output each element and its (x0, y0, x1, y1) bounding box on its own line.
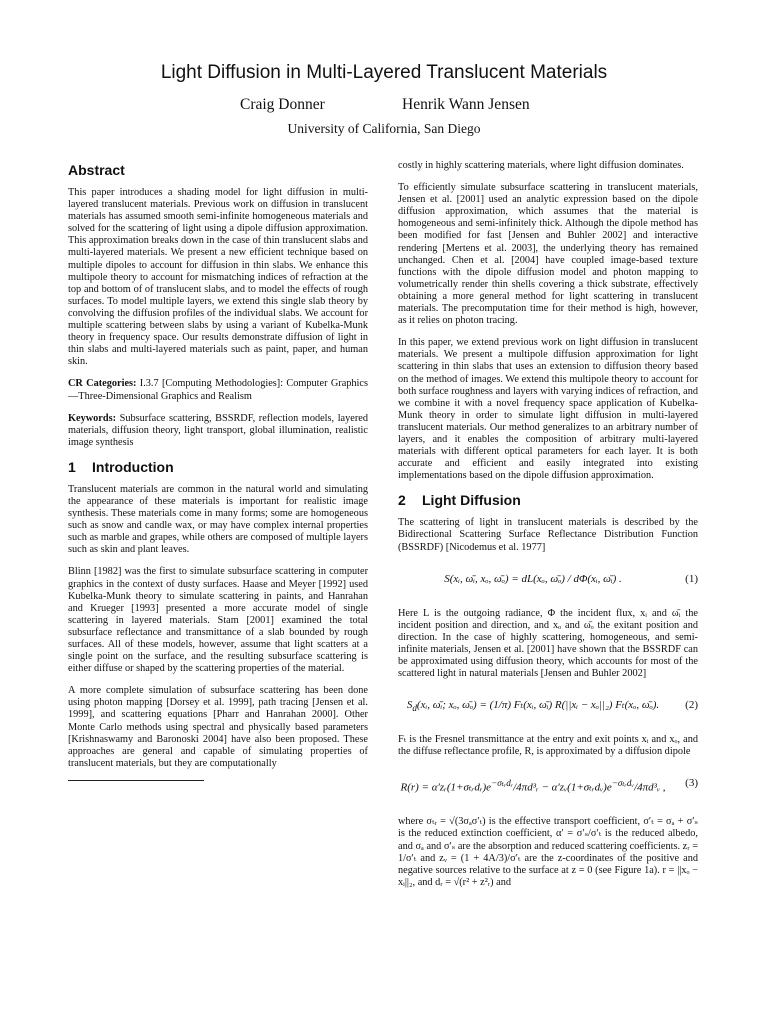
cr-categories-text: I.3.7 [Computing Methodologies]: Computer Graphics—Three-Dimensional Graphics and Realism (68, 378, 368, 402)
equation-3 (398, 768, 698, 808)
section-number: 1 (68, 458, 76, 475)
equation-body: $R(r) = \alpha'zᵣ(1+\sigma_tᵣdᵣ)e^{-\sigma_tᵣdᵣ}/4\pi d^3ᵣ$ − $\alpha'zᵥ(1+\sigma_tᵣdᵥ)e^{-\sigma_tᵣdᵥ}/4\pi d^3ᵥ$ , (400, 778, 666, 795)
abstract-heading: Abstract (68, 162, 125, 178)
equation-1 (398, 564, 698, 600)
body-paragraph: Fₜ is the Fresnel transmittance at the entry and exit points xᵢ and xₒ, and the diffuse reflectance profile, R, is approximated by a diffusion dipole (398, 734, 698, 758)
body-paragraph: In this paper, we extend previous work on light diffusion in translucent materials. We present a multipole diffusion approximation for light scattering in thin slabs that uses an extension to diffusion theory based on the method of images. We extend this multipole theory to account for both surface roughness and layers with varying indices of refraction, and we combine it with a novel frequency space application of Kubelka-Munk theory in order to simulate light diffusion in multi-layered translucent materials. Our method generalizes to an arbitrary number of layers, and it enables the composition of arbitrary multi-layered materials with different optical parameters for each layer. It is both accurate and efficient and easily integrated into existing implementations based on the dipole diffusion approximation. (398, 337, 698, 482)
body-paragraph: A more complete simulation of subsurface scattering has been done using photon mapping [Dorsey et al. 1999], path tracing [Jensen et al. 1999], and scattering equations [Pharr and Hanrahan 2000]. Other Monte Carlo methods using spectral and physically based parameters [Krishnaswamy and Baronoski 2004] have also been proposed. These approaches are general and capable of simulating properties of translucent materials, but they are computationally (68, 685, 368, 769)
section-heading (398, 492, 698, 508)
equation-number: (3) (685, 777, 698, 790)
cr-categories (68, 378, 368, 402)
section-number: 2 (398, 492, 406, 509)
section-title: Introduction (92, 458, 174, 475)
keywords-label: Keywords: (68, 412, 117, 424)
equation-number: (2) (685, 699, 698, 712)
author-name: Craig Donner (240, 96, 325, 113)
author-name: Henrik Wann Jensen (402, 96, 530, 113)
paper-title: Light Diffusion in Multi-Layered Translucent Materials (160, 62, 608, 83)
equation-body: $S_d(xᵢ$, ω̄ᵢ; xₒ, ω̄ₒ) = (1/π) Fₜ(xᵢ, ω̄ᵢ) R(||xᵢ − xₒ||₂) Fₜ(xₒ, ω̄ₒ). (406, 699, 660, 714)
left-column (68, 160, 368, 781)
cr-categories-label: CR Categories: (68, 378, 137, 390)
equation-2 (398, 690, 698, 726)
section-title: Light Diffusion (422, 492, 521, 509)
body-paragraph: Blinn [1982] was the first to simulate subsurface scattering in computer graphics in the context of dusty surfaces. Haase and Meyer [1992] used Kubelka-Munk theory to simulate scattering in paints, and Hanrahan and Krueger [1993] presented a more accurate model of single scattering in layered materials. Stam [2001] examined the total subsurface reflectance and transmittance of a slab bounded by rough surfaces. All of these models, however, assume that light scatters at a single point on the surface, and the resulting subsurface scattering is either diffuse or shaped by the scattering properties of the material. (68, 566, 368, 675)
body-paragraph: costly in highly scattering materials, where light diffusion dominates. (398, 160, 684, 171)
footnote-rule (68, 780, 204, 781)
affiliation: University of California, San Diego (287, 121, 481, 136)
keywords-text: Subsurface scattering, BSSRDF, reflection models, layered materials, diffusion theory, light transport, global illumination, realistic image synthesis (68, 412, 368, 448)
body-paragraph: To efficiently simulate subsurface scattering in translucent materials, Jensen et al. [2001] used an analytic expression based on the dipole diffusion approximation, which assumes that the material is homogeneous and semi-infinitely thick. Although the dipole method has been modified for fast [Jensen and Buhler 2002] and interactive rendering [Mertens et al. 2003], the underlying theory has remained unchanged. Chen et al. [2004] have coupled image-based texture functions with the dipole diffusion model and photon mapping to volumetrically render thin shells covering a thick substrate, effectively obtaining a more general method for light scattering in translucent materials. The precomputation time for their method is high, however, as it relies on photon tracing. (398, 182, 698, 327)
section-heading (68, 459, 368, 475)
equation-body: S(xᵢ, ω̄ᵢ, xₒ, ω̄ₒ) = dL(xₒ, ω̄ₒ) / dΦ(xᵢ, ω̄ᵢ) . (444, 572, 622, 585)
body-paragraph: The scattering of light in translucent materials is described by the Bidirectional Scattering Surface Reflectance Distribution Function (BSSRDF) [Nicodemus et al. 1977] (398, 517, 698, 553)
keywords (68, 413, 368, 449)
right-column (398, 160, 698, 899)
abstract-text: This paper introduces a shading model for light diffusion in multi-layered translucent materials. Previous work on diffusion in translucent materials has assumed smooth semi-infinite homogeneous materials and solved for the scattering of light using a dipole diffusion approximation. This approximation breaks down in the case of thin translucent slabs and multi-layered materials. We present a new efficient technique based on multiple dipoles to account for diffusion in thin slabs. We enhance this multipole theory to account for mismatching indices of refraction at the top and bottom of of translucent slabs, and to model the effects of rough surfaces. To model multiple layers, we extend this single slab theory by convolving the diffusion profiles of the individual slabs. We account for multiple scattering between slabs by using a variant of Kubelka-Munk theory in frequency space. Our results demonstrate diffusion of light in thin slabs and multi-layered materials such as paint, paper, and human skin. (68, 187, 368, 368)
equation-number: (1) (685, 572, 698, 585)
body-paragraph: Here L is the outgoing radiance, Φ the incident flux, xᵢ and ω̄ᵢ the incident position and direction, and xₒ and ω̄ₒ the exitant position and direction. In the case of highly scattering, homogeneous, and semi-infinite materials, Jensen et al. [2001] have shown that the BSSRDF can be approximated using diffusion theory, which accounts for most of the scattered light in natural materials [Jensen and Buhler 2002] (398, 607, 698, 680)
body-paragraph: where σₜᵣ = √(3σₐσ′ₜ) is the effective transport coefficient, σ′ₜ = σₐ + σ′ₛ is the reduced extinction coefficient, α′ = σ′ₛ/σ′ₜ is the reduced albedo, and σₐ and σ′ₛ are the absorption and reduced scattering coefficients. zᵣ = 1/σ′ₜ and zᵥ = (1 + 4A/3)/σ′ₜ are the z-coordinates of the positive and negative sources relative to the surface at z = 0 (see Figure 1a). r = ||xₒ − xᵢ||₂, and dᵣ = √(r² + z²ᵣ) and (398, 816, 698, 888)
body-paragraph: Translucent materials are common in the natural world and simulating the appearance of these materials is important for realistic image synthesis. These materials come in many forms; some are homogeneous such as snow and candle wax, or may have complex internal properties such as marble and grapes, while others are composed of multiple layers such as skin and plant leaves. (68, 483, 368, 556)
